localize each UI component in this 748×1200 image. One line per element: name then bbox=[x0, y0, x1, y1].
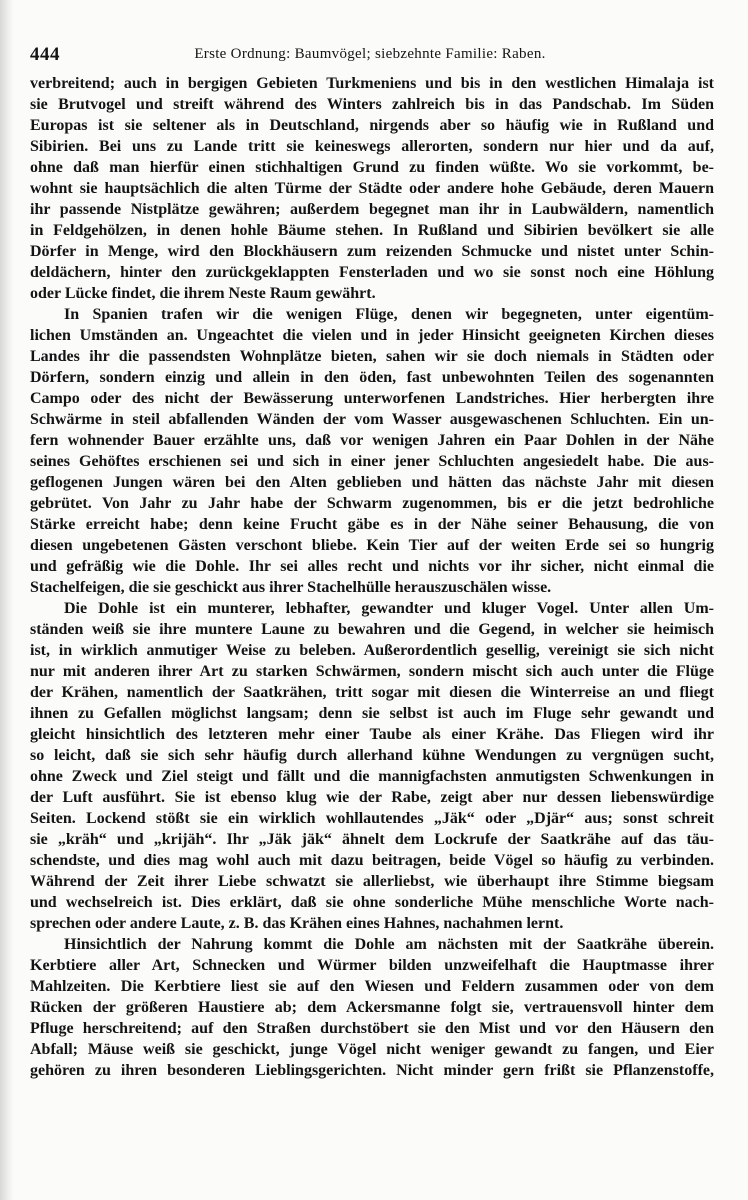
text-line: Abfall; Mäuse weiß sie geschickt, junge Vögel nicht weniger gewandt zu fangen, und Eier bbox=[30, 1041, 714, 1058]
text-line: Stachelfeigen, die sie geschickt aus ihrer Stachelhülle herauszuschälen wisse. bbox=[30, 579, 552, 596]
text-line: ihnen zu Gefallen möglichst langsam; denn sie selbst ist auch im Fluge sehr gewandt und bbox=[30, 705, 714, 722]
text-line: Rücken der größeren Haustiere ab; dem Ackersmanne folgt sie, vertrauensvoll hinter dem bbox=[30, 999, 714, 1016]
text-line: oder Lücke findet, die ihrem Neste Raum gewährt. bbox=[30, 285, 376, 302]
text-line: Dörfer in Menge, wird den Blockhäusern zum reizenden Schmucke und nistet unter Schin- bbox=[30, 243, 714, 260]
text-line: ständen weiß sie ihre muntere Laune zu bewahren und die Gegend, in welcher sie heimisch bbox=[30, 621, 714, 638]
text-line: ist, in wirklich anmutiger Weise zu beleben. Außerordentlich gesellig, vereinigt sie sich nicht bbox=[30, 642, 714, 659]
text-line: der Luft ausführt. Sie ist ebenso klug wie der Rabe, zeigt aber nur dessen liebenswürdige bbox=[30, 789, 714, 806]
text-line: Pfluge herschreitend; auf den Straßen durchstöbert sie den Mist und vor den Häusern den bbox=[30, 1020, 714, 1037]
text-line: der Krähen, namentlich der Saatkrähen, tritt sogar mit diesen die Winterreise an und fliegt bbox=[30, 684, 714, 701]
text-line: Hinsichtlich der Nahrung kommt die Dohle am nächsten mit der Saatkrähe überein. bbox=[64, 936, 714, 953]
text-line: und gefräßig wie die Dohle. Ihr sei alles recht und nichts vor ihr sicher, nicht einmal die bbox=[30, 558, 714, 575]
text-line: Seiten. Lockend stößt sie ein wirklich wohllautendes „Jäk“ oder „Djär“ aus; sonst schreit bbox=[30, 810, 714, 827]
text-line: fern wohnender Bauer erzählte uns, daß vor wenigen Jahren ein Paar Dohlen in der Nähe bbox=[30, 432, 714, 449]
text-line: gebrütet. Von Jahr zu Jahr habe der Schwarm zugenommen, bis er die jetzt bedrohliche bbox=[30, 495, 714, 512]
text-line: deldächern, hinter den zurückgeklappten Fensterladen und wo sie sonst noch eine Höhlung bbox=[30, 264, 714, 281]
body-text bbox=[30, 73, 714, 1081]
text-line: verbreitend; auch in bergigen Gebieten Turkmeniens und bis in den westlichen Himalaja ist bbox=[30, 75, 714, 92]
text-line: Landes ihr die passendsten Wohnplätze bieten, sahen wir sie doch niemals in Städten oder bbox=[30, 348, 714, 365]
paragraph bbox=[30, 304, 714, 598]
text-line: Während der Zeit ihrer Liebe schwatzt sie allerliebst, wie überhaupt ihre Stimme biegsam bbox=[30, 873, 714, 890]
text-line: sprechen oder andere Laute, z. B. das Krähen eines Hahnes, nachahmen lernt. bbox=[30, 915, 564, 932]
text-line: geflogenen Jungen wären bei den Alten geblieben und hätten das nächste Jahr mit diesen bbox=[30, 474, 714, 491]
text-line: diesen ungebetenen Gästen verschont bliebe. Kein Tier auf der weiten Erde sei so hungrig bbox=[30, 537, 714, 554]
text-line: Sibirien. Bei uns zu Lande tritt sie keineswegs allerorten, sondern nur hier und da auf, bbox=[30, 138, 714, 155]
text-line: wohnt sie hauptsächlich die alten Türme der Städte oder andere hohe Gebäude, deren Mauern bbox=[30, 180, 714, 197]
text-line: Stärke erreicht habe; denn keine Frucht gäbe es in der Nähe seiner Behausung, die von bbox=[30, 516, 714, 533]
text-line: und wechselreich ist. Dies erklärt, daß sie ohne sonderliche Mühe menschliche Worte nach- bbox=[30, 894, 714, 911]
text-line: ihr passende Nistplätze gewähren; außerdem begegnet man ihr in Laubwäldern, namentlich bbox=[30, 201, 714, 218]
scan-edge-shadow bbox=[0, 0, 14, 1200]
text-line: in Feldgehölzen, in denen hohle Bäume stehen. In Rußland und Sibirien bevölkert sie alle bbox=[30, 222, 714, 239]
text-line: In Spanien trafen wir die wenigen Flüge, denen wir begegneten, unter eigentüm- bbox=[64, 306, 714, 323]
paragraph bbox=[30, 934, 714, 1081]
text-line: ohne Zweck und Ziel steigt und fällt und die mannigfachsten anmutigsten Schwenkungen in bbox=[30, 768, 714, 785]
text-line: ohne daß man hierfür einen stichhaltigen Grund zu finden wüßte. Wo sie vorkommt, be- bbox=[30, 159, 714, 176]
text-line: sie „kräh“ und „krijäh“. Ihr „Jäk jäk“ ähnelt dem Lockrufe der Saatkrähe auf das täu- bbox=[30, 831, 714, 848]
text-line: Campo oder des nicht der Bewässerung unterworfenen Landstriches. Hier herbergten ihre bbox=[30, 390, 714, 407]
text-line: lichen Umständen an. Ungeachtet die vielen und in jeder Hinsicht geeigneten Kirchen dieses bbox=[30, 327, 714, 344]
text-line: gleicht hinsichtlich des letzteren mehr einer Taube als einer Krähe. Das Fliegen wird ihr bbox=[30, 726, 714, 743]
text-line: Europas ist sie seltener als in Deutschland, nirgends aber so häufig wie in Rußland und bbox=[30, 117, 714, 134]
text-line: Die Dohle ist ein munterer, lebhafter, gewandter und kluger Vogel. Unter allen Um- bbox=[64, 600, 714, 617]
text-line: Kerbtiere aller Art, Schnecken und Würmer bilden unzweifelhaft die Hauptmasse ihrer bbox=[30, 957, 714, 974]
paragraph bbox=[30, 598, 714, 934]
text-line: nur mit anderen ihrer Art zu starken Schwärmen, sondern mischt sich auch unter die Flüge bbox=[30, 663, 714, 680]
text-line: Mahlzeiten. Die Kerbtiere liest sie auf den Wiesen und Feldern zusammen oder von dem bbox=[30, 978, 714, 995]
text-line: gehören zu ihren besonderen Lieblingsgerichten. Nicht minder gern frißt sie Pflanzenstoffe, bbox=[30, 1062, 714, 1079]
text-line: Dörfern, sondern einzig und allein in den öden, fast unbewohnten Teilen des sogenannten bbox=[30, 369, 714, 386]
page-number: 444 bbox=[30, 44, 60, 65]
text-line: so leicht, daß sie sich sehr häufig durch allerhand kühne Wendungen zu vergnügen sucht, bbox=[30, 747, 714, 764]
text-line: seines Gehöftes erschienen sei und sich in einer jener Schluchten angesiedelt habe. Die aus- bbox=[30, 453, 714, 470]
text-line: Schwärme in steil abfallenden Wänden der vom Wasser ausgewaschenen Schluchten. Ein un- bbox=[30, 411, 714, 428]
text-line: sie Brutvogel und streift während des Winters zahlreich bis in das Pandschab. Im Süden bbox=[30, 96, 714, 113]
paragraph bbox=[30, 73, 714, 304]
running-header: Erste Ordnung: Baumvögel; siebzehnte Familie: Raben. bbox=[194, 46, 546, 62]
text-line: schendste, und dies mag wohl auch mit dazu beitragen, beide Vögel so häufig zu verbinden. bbox=[30, 852, 714, 869]
